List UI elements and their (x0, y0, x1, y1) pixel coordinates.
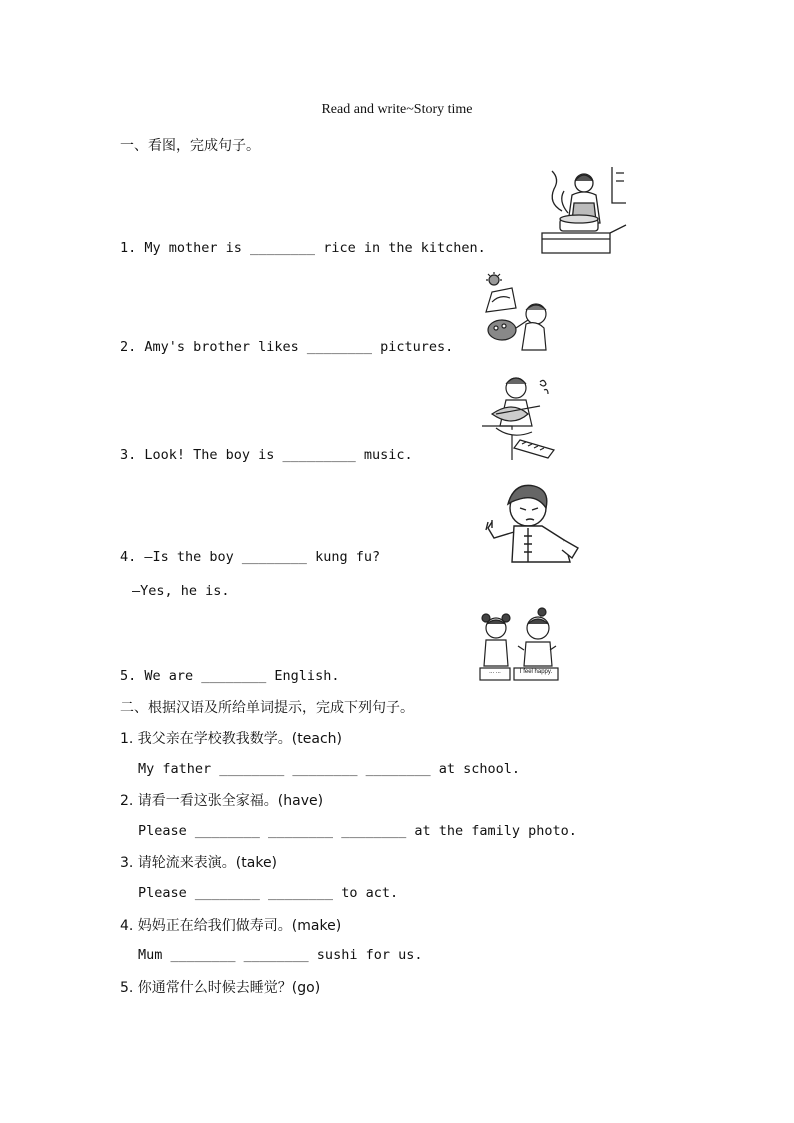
question-3: 3. Look! The boy is _________ music. (120, 447, 413, 463)
prompt-1: 1. 我父亲在学校教我数学。(teach) (120, 731, 342, 747)
section-1-heading: 一、看图，完成句子。 (120, 139, 260, 154)
answer-2: Please ________ ________ ________ at the family photo. (138, 823, 577, 839)
prompt-4: 4. 妈妈正在给我们做寿司。(make) (120, 918, 342, 934)
prompt-2: 2. 请看一看这张全家福。(have) (120, 793, 324, 809)
prompt-3: 3. 请轮流来表演。(take) (120, 855, 278, 871)
question-4: 4. —Is the boy ________ kung fu? (120, 549, 381, 565)
question-1: 1. My mother is ________ rice in the kitchen. (120, 240, 486, 256)
happy-girls-image (478, 606, 560, 682)
painting-boy-image (482, 272, 550, 352)
question-5: 5. We are ________ English. (120, 668, 340, 684)
cooking-mother-image (540, 163, 628, 255)
answer-4: Mum ________ ________ sushi for us. (138, 947, 423, 963)
section-2-heading: 二、根据汉语及所给单词提示，完成下列句子。 (120, 701, 414, 716)
question-2: 2. Amy's brother likes ________ pictures. (120, 339, 454, 355)
music-boy-image (482, 370, 558, 460)
kung-fu-boy-image (484, 478, 582, 564)
answer-3: Please ________ ________ to act. (138, 885, 399, 901)
page-title: Read and write~Story time (321, 102, 473, 117)
image-5-left-label: ... ... (489, 669, 501, 675)
answer-1: My father ________ ________ ________ at school. (138, 761, 521, 777)
image-5-right-label: I feel happy. (519, 669, 553, 675)
prompt-5: 5. 你通常什么时候去睡觉？(go) (120, 980, 321, 996)
question-4-reply: —Yes, he is. (132, 583, 230, 599)
